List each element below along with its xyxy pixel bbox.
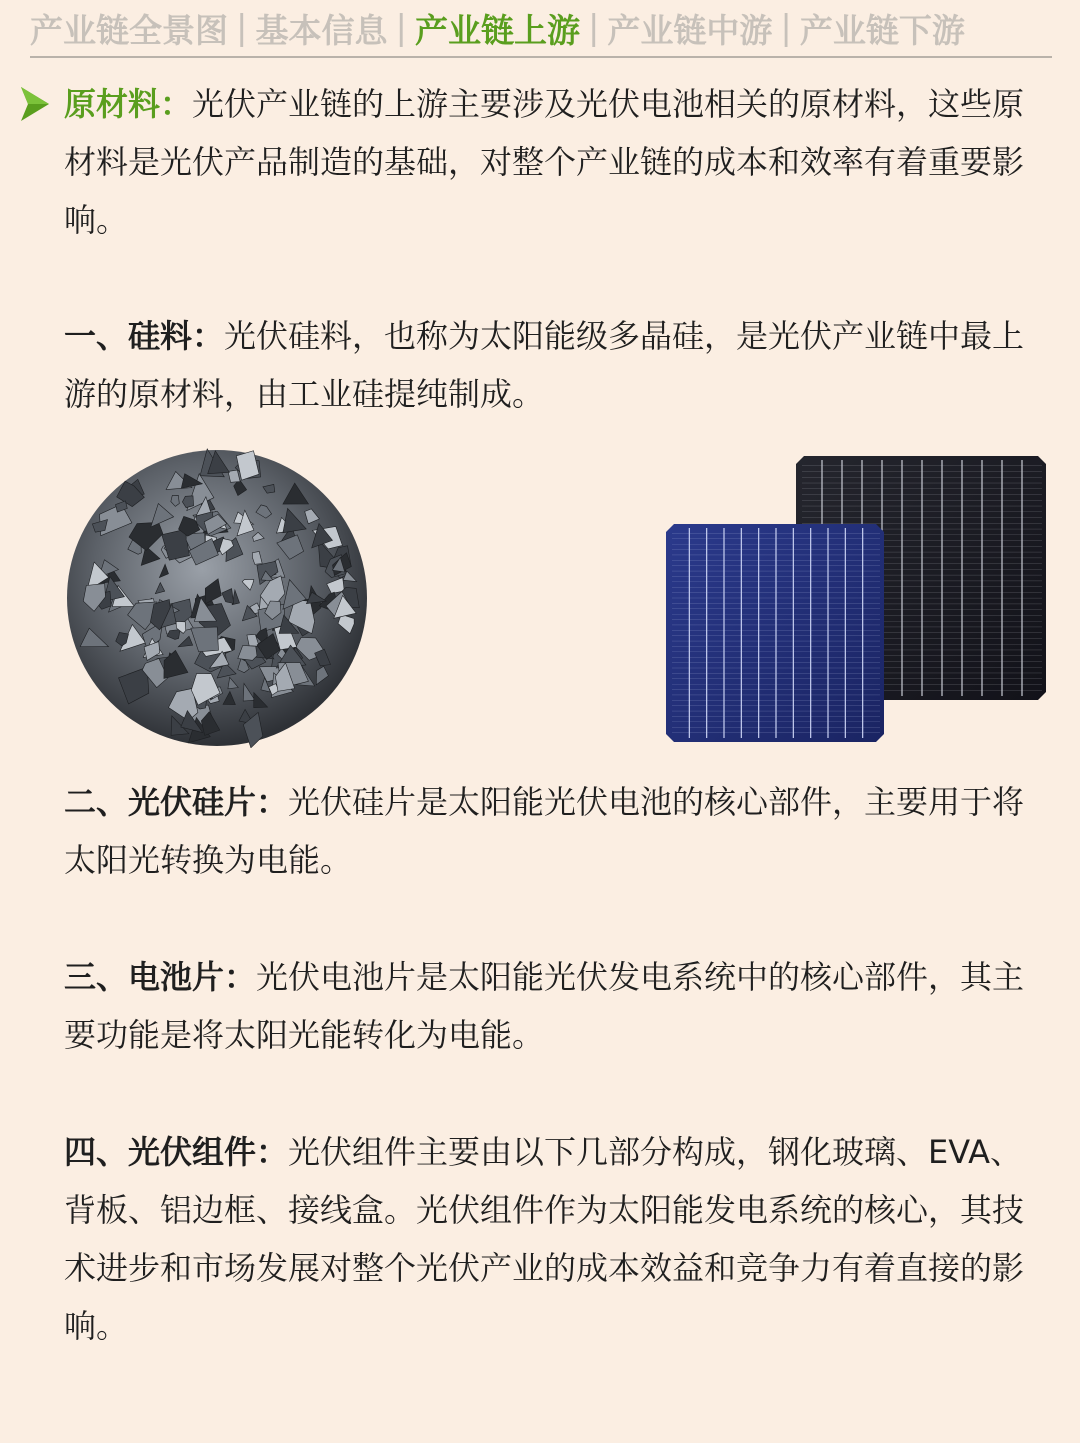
- section-text: 光伏电池片是太阳能光伏发电系统中的核心部件，其主要功能是将太阳光能转化为电能。: [64, 958, 1025, 1054]
- section-heading: 二、光伏硅片：: [64, 783, 289, 821]
- tab-separator: |: [587, 8, 600, 48]
- section-cell: [64, 948, 1049, 1064]
- section-module: [64, 1123, 1049, 1355]
- tab-separator: |: [236, 8, 248, 48]
- tab-midstream[interactable]: 产业链中游: [607, 10, 773, 50]
- polysilicon-image: [62, 448, 372, 748]
- tab-upstream[interactable]: 产业链上游: [414, 10, 580, 50]
- solar-wafer-image: [662, 452, 1050, 748]
- intro-label: 原材料：: [64, 85, 193, 123]
- tab-downstream[interactable]: 产业链下游: [799, 10, 965, 50]
- section-heading: 一、硅料：: [64, 317, 225, 355]
- intro-paragraph: [64, 75, 1049, 249]
- section-silicon: [64, 307, 1049, 423]
- section-text: 光伏硅片是太阳能光伏电池的核心部件，主要用于将太阳光转换为电能。: [64, 783, 1025, 879]
- intro-text: 光伏产业链的上游主要涉及光伏电池相关的原材料，这些原材料是光伏产品制造的基础，对整个产业链的成本和效率有着重要影响。: [64, 85, 1025, 239]
- tab-bar: [30, 0, 1052, 58]
- section-text: 光伏组件主要由以下几部分构成，钢化玻璃、EVA、背板、铝边框、接线盒。光伏组件作为太阳能发电系统的核心，其技术进步和市场发展对整个光伏产业的成本效益和竞争力有着直接的影响。: [64, 1133, 1025, 1345]
- tab-panorama[interactable]: 产业链全景图: [30, 10, 228, 50]
- tab-separator: |: [395, 8, 407, 48]
- section-heading: 三、电池片：: [64, 958, 257, 996]
- arrow-right-icon: [18, 84, 52, 124]
- section-heading: 四、光伏组件：: [64, 1133, 289, 1171]
- tab-separator: |: [780, 8, 792, 48]
- tab-basic-info[interactable]: 基本信息: [255, 10, 388, 50]
- section-text: 光伏硅料，也称为太阳能级多晶硅，是光伏产业链中最上游的原材料，由工业硅提纯制成。: [64, 317, 1025, 413]
- section-wafer: [64, 773, 1049, 889]
